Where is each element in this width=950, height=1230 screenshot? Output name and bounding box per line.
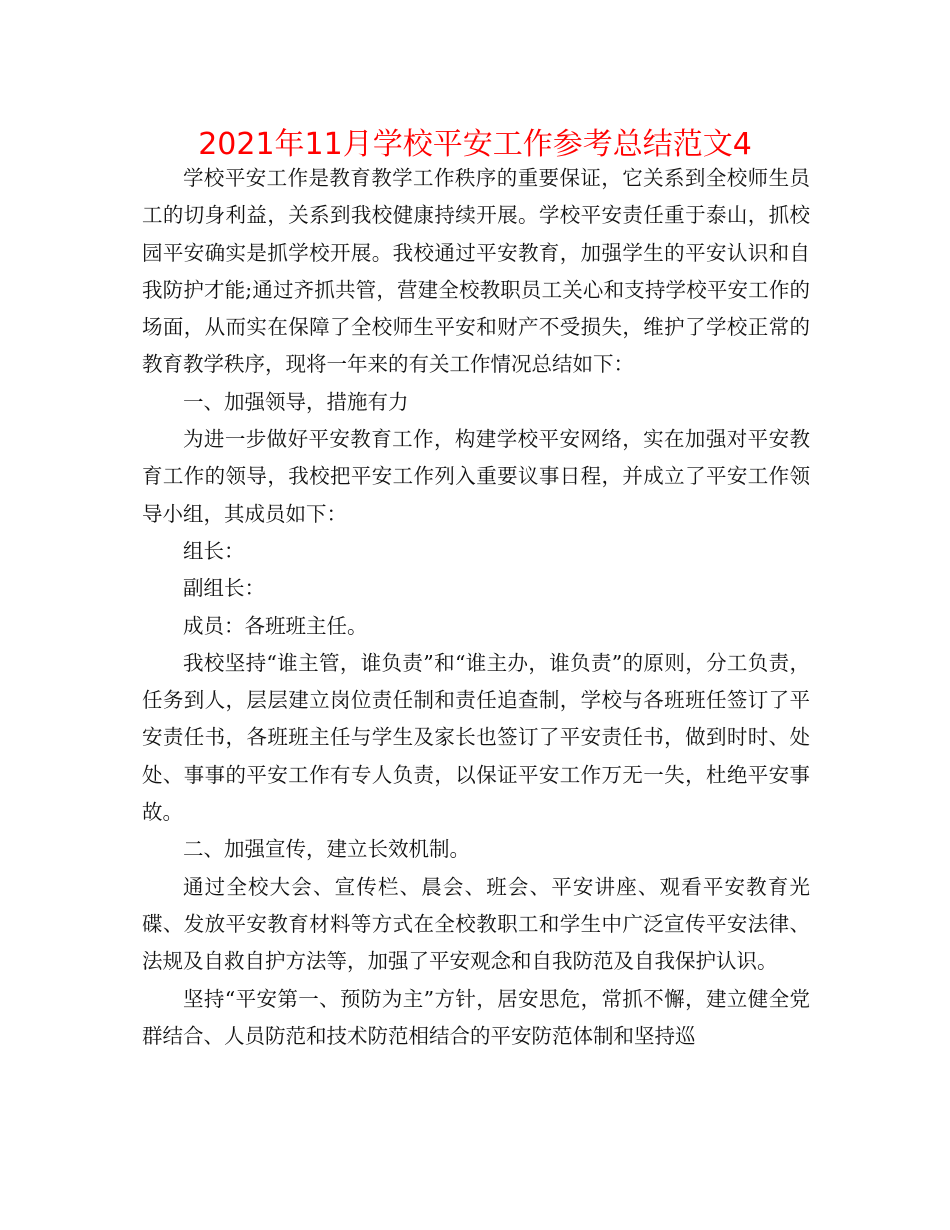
paragraph-prevention: 坚持“平安第一、预防为主”方针，居安思危，常抓不懈，建立健全党群结合、人员防范和技术防范相结合的平安防范体制和坚持巡 xyxy=(142,986,810,1048)
paragraph-intro: 学校平安工作是教育教学工作秩序的重要保证，它关系到全校师生员工的切身利益，关系到我校健康持续开展。学校平安责任重于泰山，抓校园平安确实是抓学校开展。我校通过平安教育，加强学生的平安认识和自我防护才能;通过齐抓共管，营建全校教职员工关心和支持学校平安工作的场面，从而实在保障了全校师生平安和财产不受损失，维护了学校正常的教育教学秩序，现将一年来的有关工作情况总结如下： xyxy=(142,166,810,377)
section-heading-leadership: 一、加强领导，措施有力 xyxy=(183,389,409,414)
paragraph-responsibility: 我校坚持“谁主管，谁负责”和“谁主办，谁负责”的原则，分工负责，任务到人，层层建立岗位责任制和责任追查制，学校与各班班任签订了平安责任书，各班班主任与学生及家长也签订了平安责任书，做到时时、处处、事事的平安工作有专人负责，以保证平安工作万无一失，杜绝平安事故。 xyxy=(142,650,810,825)
document-body xyxy=(142,160,810,1055)
document-title: 2021年11月学校平安工作参考总结范文4 xyxy=(198,127,752,162)
group-leader-line: 组长： xyxy=(183,538,245,563)
paragraph-publicity: 通过全校大会、宣传栏、晨会、班会、平安讲座、观看平安教育光碟、发放平安教育材料等方式在全校教职工和学生中广泛宣传平安法律、法规及自救自护方法等，加强了平安观念和自我防范及自我保护认识。 xyxy=(142,874,810,974)
paragraph-leadership: 为进一步做好平安教育工作，构建学校平安网络，实在加强对平安教育工作的领导，我校把平安工作列入重要议事日程，并成立了平安工作领导小组，其成员如下： xyxy=(142,427,810,526)
section-heading-publicity: 二、加强宣传，建立长效机制。 xyxy=(183,837,470,862)
deputy-leader-line: 副组长： xyxy=(183,576,265,601)
members-line: 成员：各班班主任。 xyxy=(183,613,368,638)
